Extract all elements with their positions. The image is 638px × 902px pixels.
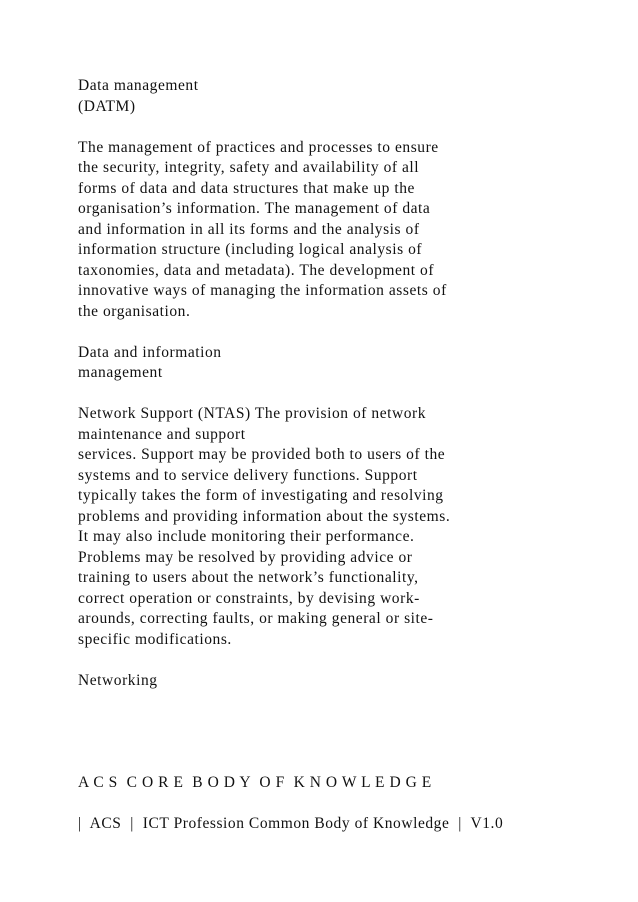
spacer bbox=[78, 117, 598, 138]
skill-description-line: systems and to service delivery functions. Support bbox=[78, 466, 418, 484]
spacer bbox=[78, 691, 598, 753]
skill-description-line: problems and providing information about the systems. bbox=[78, 507, 451, 525]
skill-description-line: It may also include monitoring their performance. bbox=[78, 528, 415, 545]
category-label-line-1: Data and information bbox=[78, 343, 222, 361]
spacer bbox=[78, 322, 598, 343]
skill-description-line: services. Support may be provided both to users of the bbox=[78, 446, 446, 463]
skill-description-line: information structure (including logical analysis of bbox=[78, 241, 423, 258]
skill-description-line: taxonomies, data and metadata). The development of bbox=[78, 261, 435, 279]
skill-code: (DATM) bbox=[78, 97, 136, 115]
spacer bbox=[78, 384, 598, 405]
skill-title-line-1: Data management bbox=[78, 77, 199, 94]
spacer bbox=[78, 794, 598, 815]
skill-description-line: typically takes the form of investigating and resolving bbox=[78, 487, 444, 504]
skill-description-line: forms of data and data structures that make up the bbox=[78, 179, 415, 197]
running-footer: | ACS | ICT Profession Common Body of Knowledge | V1.0 bbox=[78, 815, 504, 832]
skill-description-line: organisation’s information. The management of data bbox=[78, 200, 431, 217]
document-heading-spaced: A C S C O R E B O D Y O F K N O W L E D G E bbox=[78, 774, 432, 791]
spacer bbox=[78, 753, 598, 774]
skill-description-line: arounds, correcting faults, or making general or site- bbox=[78, 610, 434, 627]
skill-description-line: The management of practices and processes to ensure bbox=[78, 138, 439, 156]
skill-description-line: Problems may be resolved by providing advice or bbox=[78, 548, 413, 566]
skill-description-line: correct operation or constraints, by devising work- bbox=[78, 589, 420, 607]
document-page bbox=[78, 76, 598, 835]
spacer bbox=[78, 650, 598, 671]
skill-description-line: the organisation. bbox=[78, 302, 191, 320]
skill-description-line: and information in all its forms and the analysis of bbox=[78, 220, 420, 238]
skill-description-line: training to users about the network’s functionality, bbox=[78, 569, 419, 586]
category-label: Networking bbox=[78, 671, 158, 689]
skill-description-line: specific modifications. bbox=[78, 630, 232, 648]
category-label-line-2: management bbox=[78, 364, 163, 381]
skill-description-line: maintenance and support bbox=[78, 425, 246, 443]
skill-description-line: innovative ways of managing the information assets of bbox=[78, 282, 447, 299]
skill-description-line: Network Support (NTAS) The provision of network bbox=[78, 405, 427, 422]
skill-description-line: the security, integrity, safety and availability of all bbox=[78, 159, 420, 176]
